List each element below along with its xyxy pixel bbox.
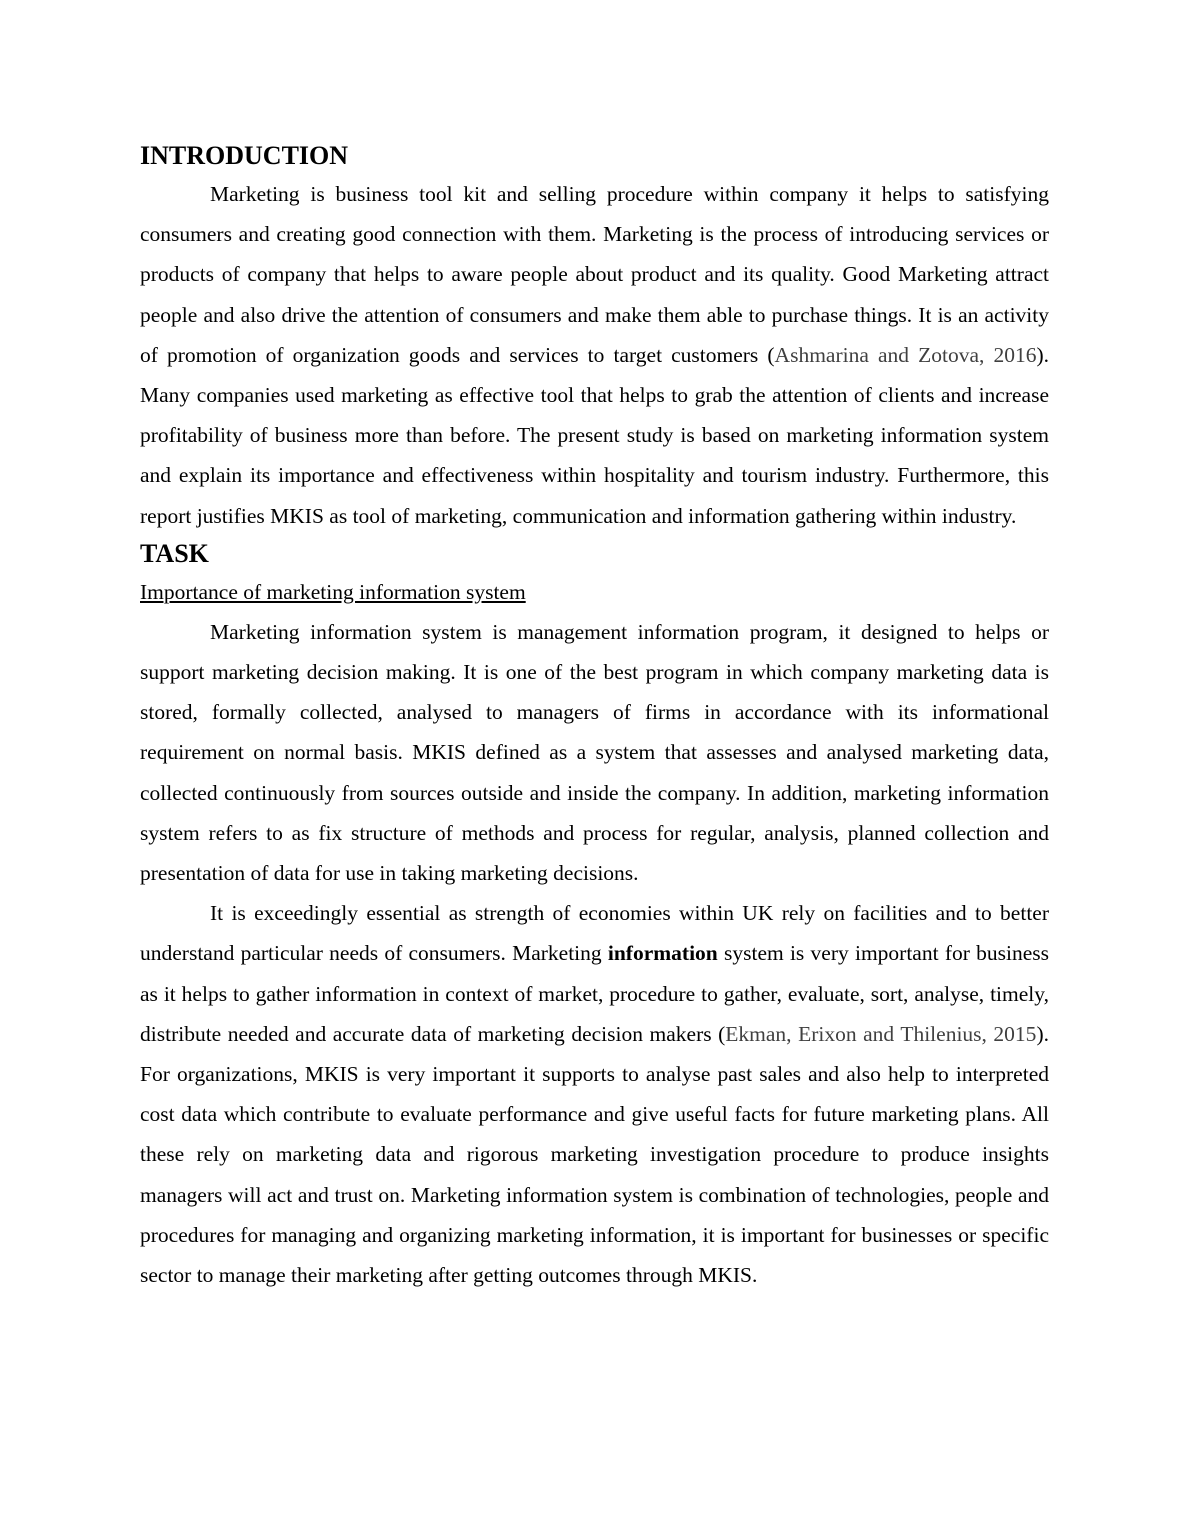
- introduction-text-part2: ). Many companies used marketing as effective tool that helps to grab the attention of clients and increase profitability of business more than before. The present study is based on marketing information system and explain its importance and effectiveness within hospitality and tourism industry. Furthermore, this report justifies MKIS as tool of marketing, communication and information gathering within industry.: [140, 342, 1049, 528]
- introduction-heading: INTRODUCTION: [140, 141, 349, 170]
- document-page: [140, 138, 1049, 1295]
- citation-ashmarina-zotova: Ashmarina and Zotova, 2016: [774, 342, 1037, 367]
- task-heading: TASK: [140, 538, 209, 568]
- task-paragraph-2-part3: ). For organizations, MKIS is very important it supports to analyse past sales and also help to interpreted cost data which contribute to evaluate performance and give useful facts for future marketing plans. All these rely on marketing data and rigorous marketing investigation procedure to produce insights managers will act and trust on. Marketing information system is combination of technologies, people and procedures for managing and organizing marketing information, it is important for businesses or specific sector to manage their marketing after getting outcomes through MKIS.: [140, 1021, 1049, 1288]
- introduction-text-part1: Marketing is business tool kit and selling procedure within company it helps to satisfying consumers and creating good connection with them. Marketing is the process of introducing services or products of company that helps to aware people about product and its quality. Good Marketing attract people and also drive the attention of consumers and make them able to purchase things. It is an activity of promotion of organization goods and services to target customers (: [140, 182, 1049, 367]
- task-paragraph-2-part2: system is very important for business as it helps to gather information in context of market, procedure to gather, evaluate, sort, analyse, timely, distribute needed and accurate data of marketing decision makers (: [140, 941, 1049, 1046]
- importance-subheading: Importance of marketing information system: [140, 579, 526, 604]
- citation-ekman-erixon-thilenius: Ekman, Erixon and Thilenius, 2015: [725, 1021, 1037, 1046]
- task-paragraph-2: [140, 893, 1049, 1295]
- task-paragraph-2-part1: It is exceedingly essential as strength of economies within UK rely on facilities and to better understand particular needs of consumers. Marketing: [140, 901, 1049, 966]
- task-paragraph-1: Marketing information system is management information program, it designed to helps or support marketing decision making. It is one of the best program in which company marketing data is stored, formally collected, analysed to managers of firms in accordance with its informational requirement on normal basis. MKIS defined as a system that assesses and analysed marketing data, collected continuously from sources outside and inside the company. In addition, marketing information system refers to as fix structure of methods and process for regular, analysis, planned collection and presentation of data for use in taking marketing decisions.: [140, 619, 1049, 886]
- introduction-paragraph: [140, 174, 1049, 536]
- bold-information-word: information: [607, 941, 718, 966]
